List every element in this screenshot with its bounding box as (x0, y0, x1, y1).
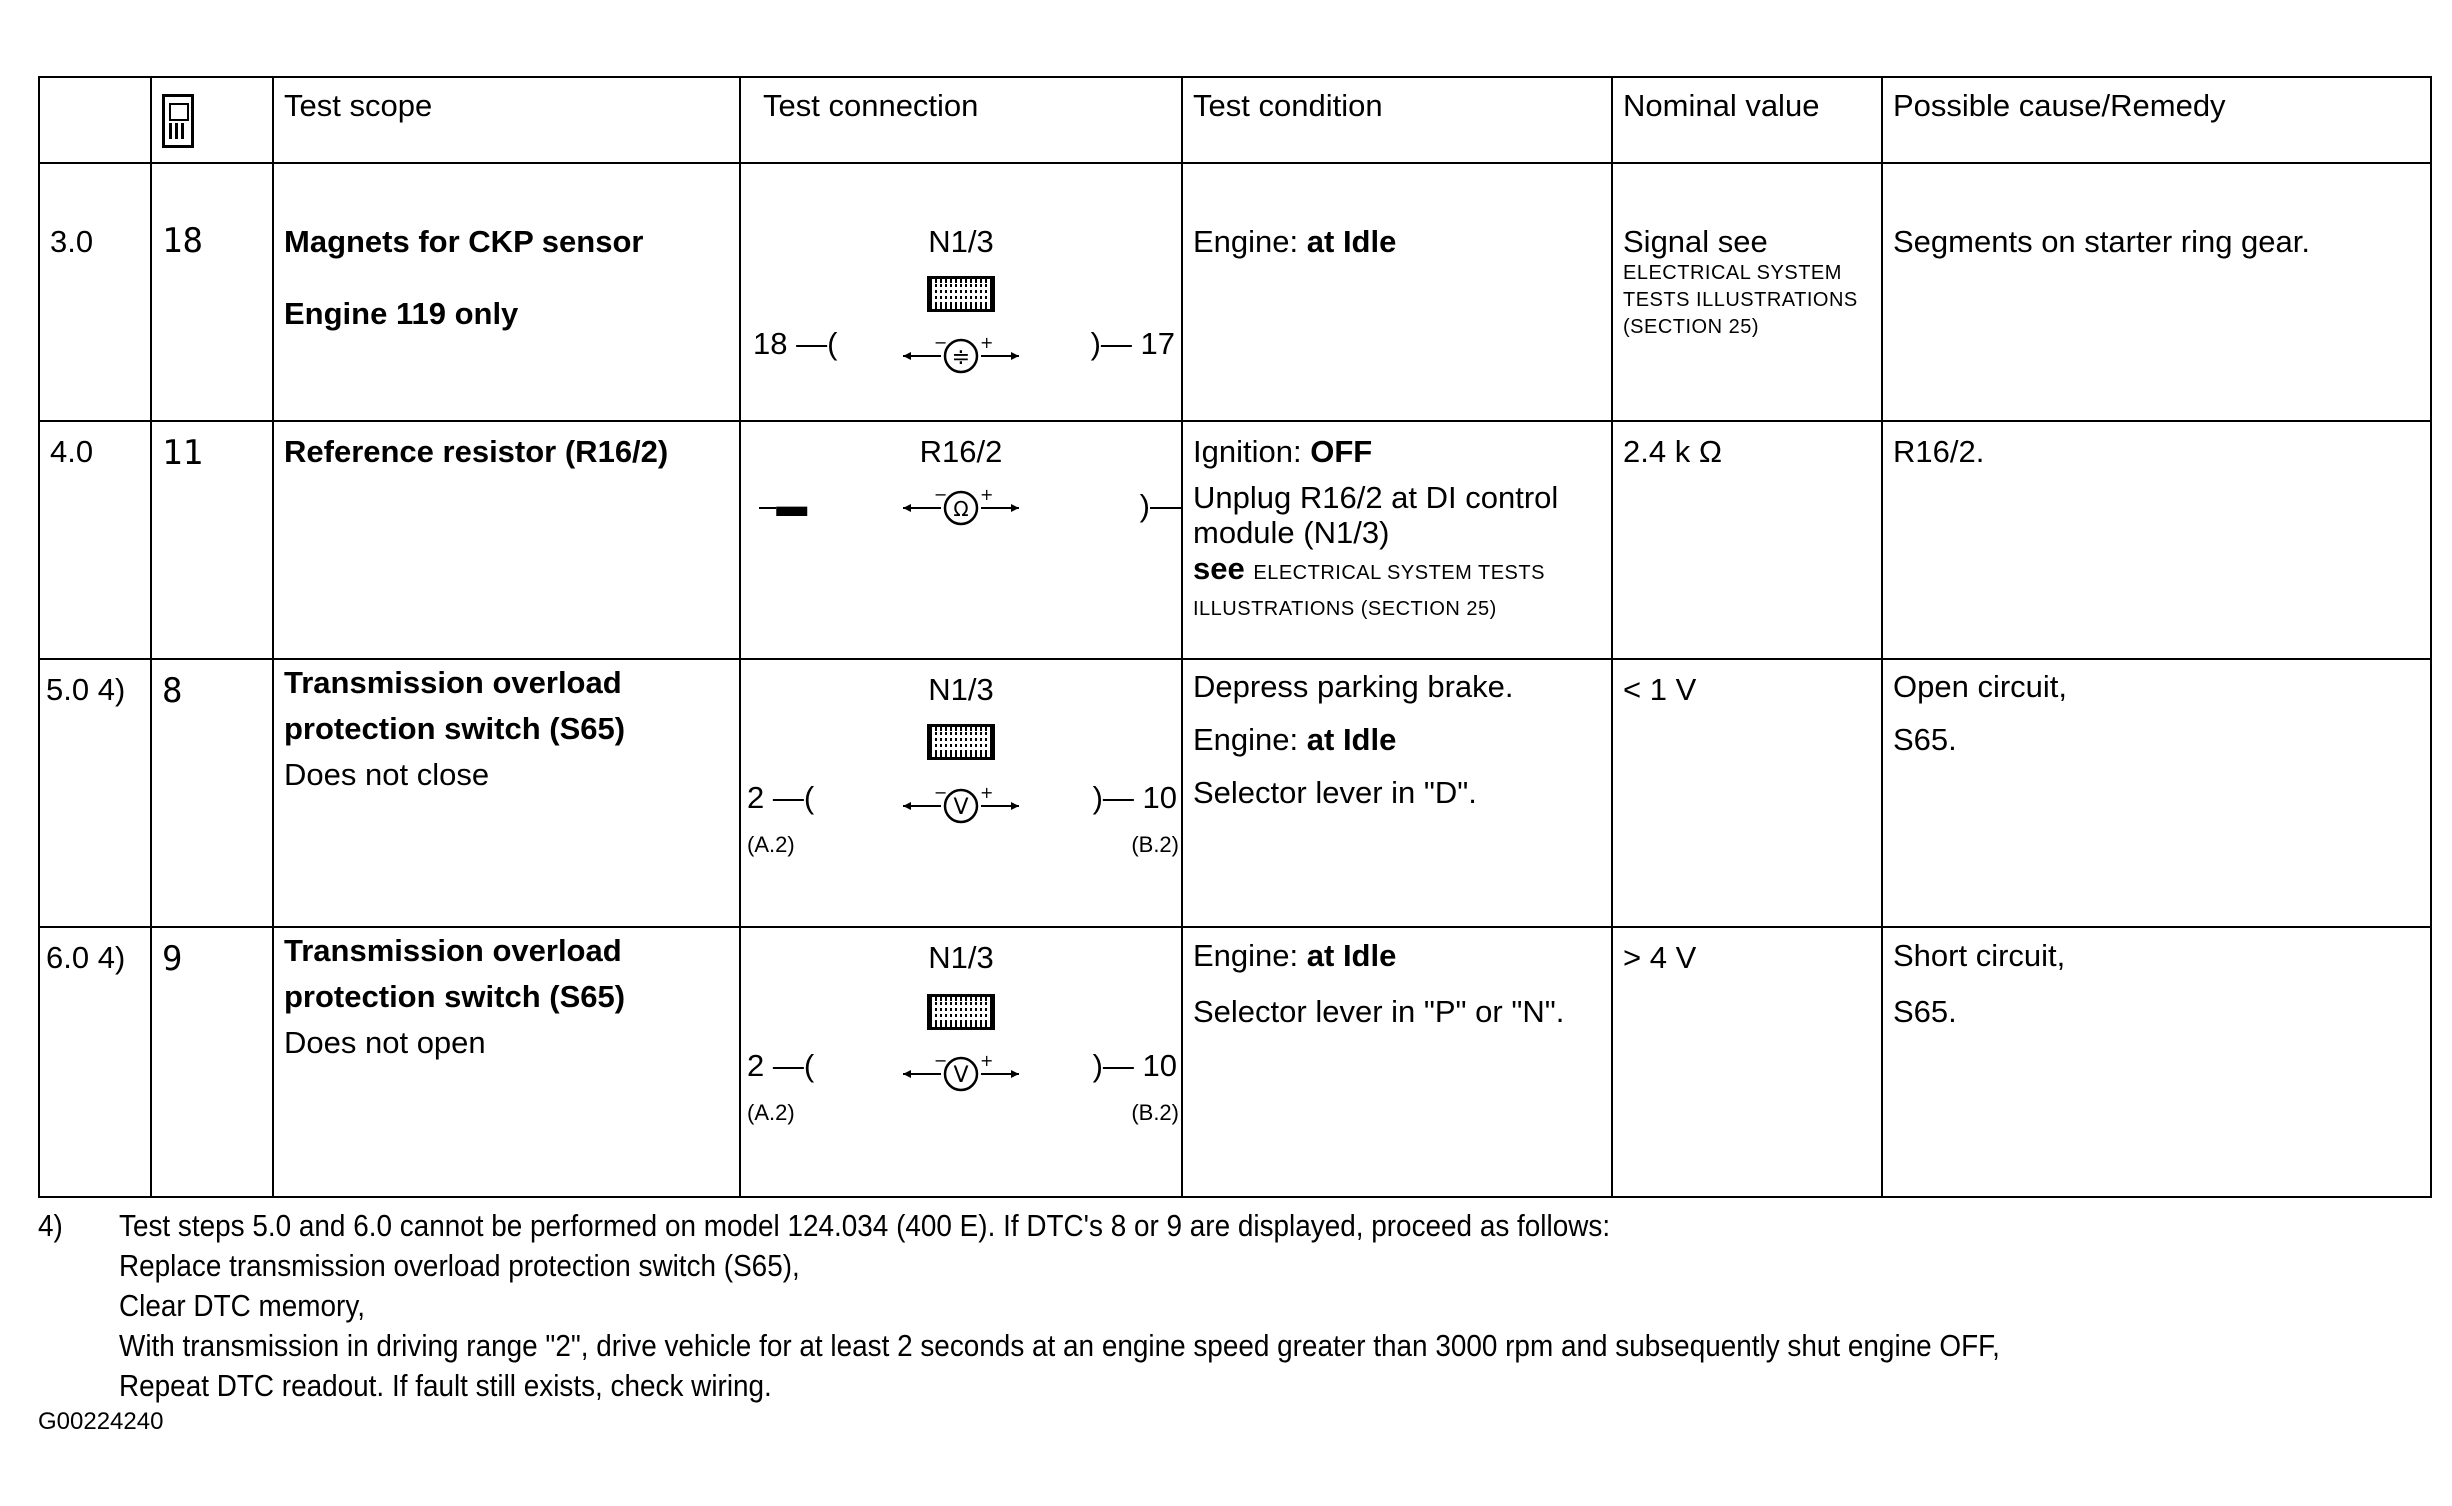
connection-cell (740, 659, 1182, 927)
code-cell: 9 (151, 927, 273, 1197)
pin-left: 2 —( (747, 780, 815, 815)
condition-cell: Engine: at Idle (1182, 163, 1612, 421)
connection-ref: N1/3 (928, 672, 994, 707)
header-step (39, 77, 151, 163)
remedy-cell: Open circuit, S65. (1882, 659, 2431, 927)
header-nominal-value: Nominal value (1612, 77, 1882, 163)
meter-symbol-icon (901, 336, 1021, 376)
control-module-icon (927, 994, 995, 1030)
condition-cell: Engine: at Idle Selector lever in "P" or "N". (1182, 927, 1612, 1197)
voltmeter-icon (901, 1054, 1021, 1094)
footnote-line: Repeat DTC readout. If fault still exists, check wiring. (119, 1368, 772, 1403)
svg-text:Ω: Ω (953, 497, 969, 521)
control-module-icon (927, 276, 995, 312)
step-cell: 4.0 (39, 421, 151, 659)
footnote-number: 4) (38, 1208, 63, 1243)
nominal-cell: Signal see ELECTRICAL SYSTEM TESTS ILLUSTRATIONS (SECTION 25) (1612, 163, 1882, 421)
table-row (39, 659, 2431, 927)
step-cell: 3.0 (39, 163, 151, 421)
nominal-cell: 2.4 k Ω (1612, 421, 1882, 659)
remedy-cell: R16/2. (1882, 421, 2431, 659)
connection-ref: R16/2 (919, 434, 1003, 469)
table-row (39, 163, 2431, 421)
footnote-line: With transmission in driving range "2", drive vehicle for at least 2 seconds at an engine speed greater than 3000 rpm and subsequently shut engine OFF, (119, 1328, 2000, 1363)
svg-text:+: + (980, 786, 994, 802)
connection-ref: N1/3 (928, 224, 994, 259)
svg-text:−: − (934, 336, 948, 352)
connection-diagram: N1/3 2 —( )— 10 (A.2) (B.2) V − + (741, 660, 1181, 926)
code-cell: 18 (151, 163, 273, 421)
scope-cell: Transmission overload protection switch (S65) Does not open (273, 927, 740, 1197)
table-row (39, 421, 2431, 659)
svg-text:+: + (980, 336, 994, 352)
nominal-cell: > 4 V (1612, 927, 1882, 1197)
code-cell: 8 (151, 659, 273, 927)
connection-diagram: N1/3 2 —( )— 10 (A.2) (B.2) V − + (741, 928, 1181, 1196)
footnote-line: Replace transmission overload protection switch (S65), (119, 1248, 800, 1283)
readout-device-icon (162, 94, 194, 148)
scope-cell (273, 163, 740, 421)
header-test-connection: Test connection (740, 77, 1182, 163)
svg-text:+: + (980, 1054, 994, 1070)
remedy-cell: Short circuit, S65. (1882, 927, 2431, 1197)
condition-cell: Depress parking brake. Engine: at Idle Selector lever in "D". (1182, 659, 1612, 927)
pin-right: )— 10 (1092, 1048, 1177, 1083)
connection-diagram (741, 422, 1181, 658)
scope-cell: Transmission overload protection switch (S65) Does not close (273, 659, 740, 927)
header-test-condition: Test condition (1182, 77, 1612, 163)
scope-title: Magnets for CKP sensor (284, 224, 644, 259)
connection-ref: N1/3 (928, 940, 994, 975)
diagnostic-table (38, 76, 2432, 1198)
svg-text:−: − (934, 1054, 948, 1070)
nominal-cell: < 1 V (1612, 659, 1882, 927)
scope-cell: Reference resistor (R16/2) (273, 421, 740, 659)
table-header-row (39, 77, 2431, 163)
control-module-icon (927, 724, 995, 760)
condition-cell: Ignition: OFF Unplug R16/2 at DI control module (N1/3) see ELECTRICAL SYSTEM TESTS ILLUSTRATIONS (SECTION 25) (1182, 421, 1612, 659)
pin-left: 2 —( (747, 1048, 815, 1083)
svg-text:+: + (980, 488, 994, 504)
pin-right: )— (1139, 488, 1181, 523)
figure-id: G00224240 (38, 1408, 164, 1435)
connection-cell (740, 163, 1182, 421)
voltmeter-icon (901, 786, 1021, 826)
connection-diagram (741, 164, 1181, 420)
header-possible-cause: Possible cause/Remedy (1882, 77, 2431, 163)
scope-note: Engine 119 only (284, 295, 519, 331)
svg-text:V: V (953, 1063, 969, 1088)
svg-text:V: V (953, 795, 969, 820)
step-cell: 6.0 4) (39, 927, 151, 1197)
pin-left: 18 —( (753, 326, 838, 361)
svg-text:−: − (934, 488, 948, 504)
connection-cell (740, 927, 1182, 1197)
header-test-scope: Test scope (273, 77, 740, 163)
svg-text:≑: ≑ (951, 345, 971, 370)
header-readout-icon-cell (151, 77, 273, 163)
pin-right: )— 10 (1092, 780, 1177, 815)
step-cell: 5.0 4) (39, 659, 151, 927)
meter-symbol-icon (901, 488, 1021, 528)
footnote-line: Test steps 5.0 and 6.0 cannot be performed on model 124.034 (400 E). If DTC's 8 or 9 are displayed, proceed as follows: (119, 1208, 1611, 1243)
table-row (39, 927, 2431, 1197)
pin-left: –▬ (759, 488, 808, 523)
svg-text:−: − (934, 786, 948, 802)
remedy-cell: Segments on starter ring gear. (1882, 163, 2431, 421)
connection-cell (740, 421, 1182, 659)
pin-right: )— 17 (1090, 326, 1175, 361)
footnote-line: Clear DTC memory, (119, 1288, 365, 1323)
code-cell: 11 (151, 421, 273, 659)
